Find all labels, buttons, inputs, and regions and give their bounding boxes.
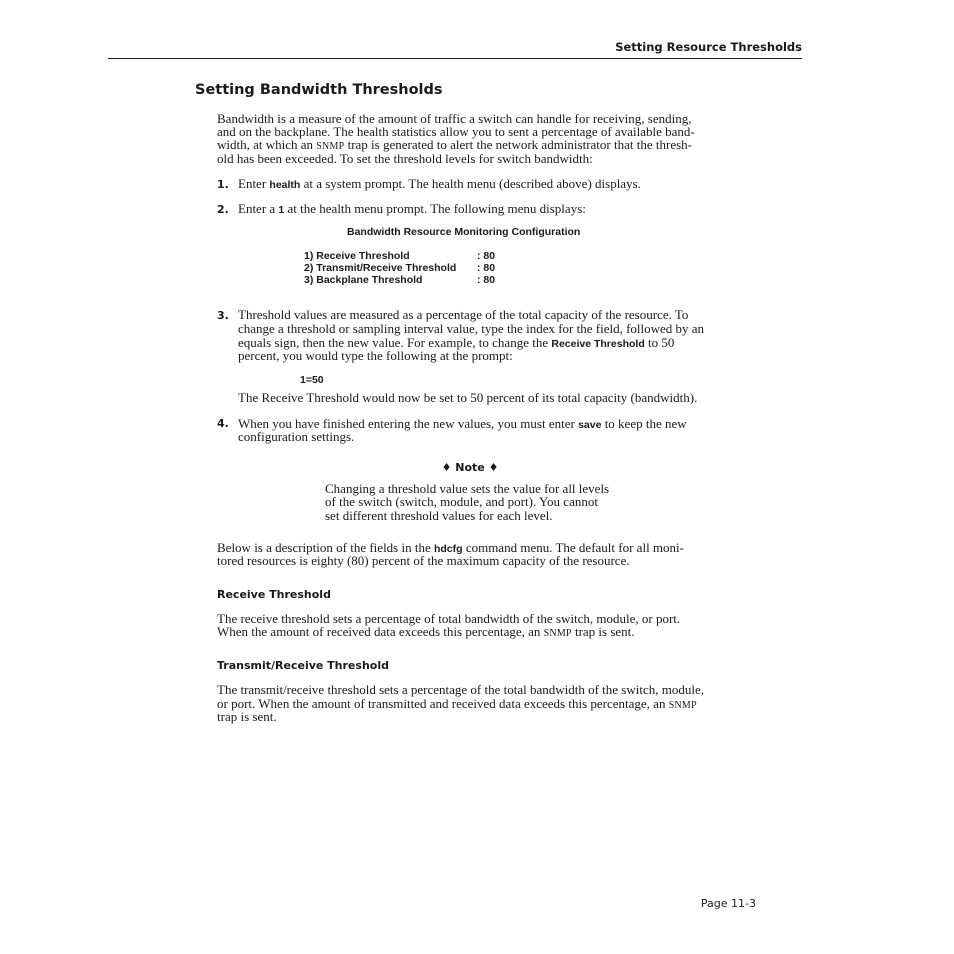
- transmit-line-2a: or port. When the amount of transmitted and received data exceeds this percentage, an: [217, 696, 669, 711]
- step-1-text: [238, 177, 641, 192]
- step-4-number: 4.: [217, 417, 229, 430]
- intro-line-4: old has been exceeded. To set the threshold levels for switch bandwidth:: [217, 151, 593, 166]
- command-1: 1: [278, 204, 285, 216]
- step-3-line-2: change a threshold or sampling interval value, type the index for the field, followed by an: [238, 321, 705, 336]
- step-1-pre: Enter: [238, 176, 270, 191]
- section-title: Setting Bandwidth Thresholds: [195, 82, 443, 98]
- intro-line-3a: width, at which an: [217, 137, 317, 152]
- menu-title: Bandwidth Resource Monitoring Configuration: [347, 226, 581, 238]
- snmp-term: SNMP: [316, 141, 345, 152]
- intro-line-2: and on the backplane. The health statistics allow you to sent a percentage of available band-: [217, 124, 695, 139]
- running-header: Setting Resource Thresholds: [615, 40, 802, 54]
- step-4-line-1a: When you have finished entering the new values, you must enter: [238, 416, 579, 431]
- example-command: 1=50: [300, 374, 324, 386]
- snmp-term: SNMP: [543, 628, 572, 639]
- step-3-line-3b: to 50: [644, 335, 675, 350]
- step-3-line-3a: equals sign, then the new value. For example, to change the: [238, 335, 552, 350]
- step-3-line-4: percent, you would type the following at the prompt:: [238, 348, 513, 363]
- step-4-line-2: configuration settings.: [238, 429, 355, 444]
- header-rule: [108, 58, 802, 59]
- command-save: save: [578, 419, 602, 431]
- note-line-1: Changing a threshold value sets the value for all levels: [325, 481, 610, 496]
- below-line-1a: Below is a description of the fields in the: [217, 540, 434, 555]
- step-3-number: 3.: [217, 309, 229, 322]
- below-line-2: tored resources is eighty (80) percent of the maximum capacity of the resource.: [217, 553, 630, 568]
- menu-row-label: 1) Receive Threshold: [304, 250, 410, 262]
- menu-row-value: : 80: [477, 262, 496, 274]
- receive-line-2: [217, 625, 635, 641]
- note-title: ♦ Note ♦: [441, 461, 499, 474]
- below-line-1b: command menu. The default for all moni-: [462, 540, 684, 555]
- transmit-receive-threshold-heading: Transmit/Receive Threshold: [217, 659, 389, 672]
- page-number: Page 11-3: [700, 897, 756, 910]
- step-2-text: [238, 202, 586, 217]
- step-2-post: at the health menu prompt. The following menu displays:: [284, 201, 586, 216]
- intro-line-3b: trap is generated to alert the network administrator that the thresh-: [344, 137, 692, 152]
- note-line-3: set different threshold values for each level.: [325, 508, 553, 523]
- menu-row-value: : 80: [477, 274, 496, 286]
- note-line-2: of the switch (switch, module, and port). You cannot: [325, 494, 598, 509]
- receive-line-1: The receive threshold sets a percentage of total bandwidth of the switch, module, or port.: [217, 611, 681, 626]
- menu-row-value: : 80: [477, 250, 496, 262]
- field-receive-threshold: Receive Threshold: [551, 338, 645, 350]
- receive-line-2a: When the amount of received data exceeds this percentage, an: [217, 624, 544, 639]
- menu-row-label: 3) Backplane Threshold: [304, 274, 423, 286]
- transmit-line-1: The transmit/receive threshold sets a percentage of the total bandwidth of the switch, module,: [217, 682, 704, 697]
- receive-line-2b: trap is sent.: [571, 624, 635, 639]
- step-3-line-1: Threshold values are measured as a percentage of the total capacity of the resource. To: [238, 307, 689, 322]
- step-4-line-1b: to keep the new: [601, 416, 687, 431]
- menu-row-label: 2) Transmit/Receive Threshold: [304, 262, 457, 274]
- intro-line-1: Bandwidth is a measure of the amount of traffic a switch can handle for receiving, sending,: [217, 111, 692, 126]
- step-2-pre: Enter a: [238, 201, 279, 216]
- transmit-line-2: [217, 697, 697, 713]
- transmit-line-3: trap is sent.: [217, 709, 277, 724]
- step-3-result: The Receive Threshold would now be set to 50 percent of its total capacity (bandwidth).: [238, 390, 698, 405]
- step-1-post: at a system prompt. The health menu (described above) displays.: [300, 176, 641, 191]
- step-2-number: 2.: [217, 203, 229, 216]
- receive-threshold-heading: Receive Threshold: [217, 588, 331, 601]
- command-hdcfg: hdcfg: [433, 543, 463, 555]
- command-health: health: [269, 179, 301, 191]
- step-1-number: 1.: [217, 178, 229, 191]
- snmp-term: SNMP: [668, 700, 697, 711]
